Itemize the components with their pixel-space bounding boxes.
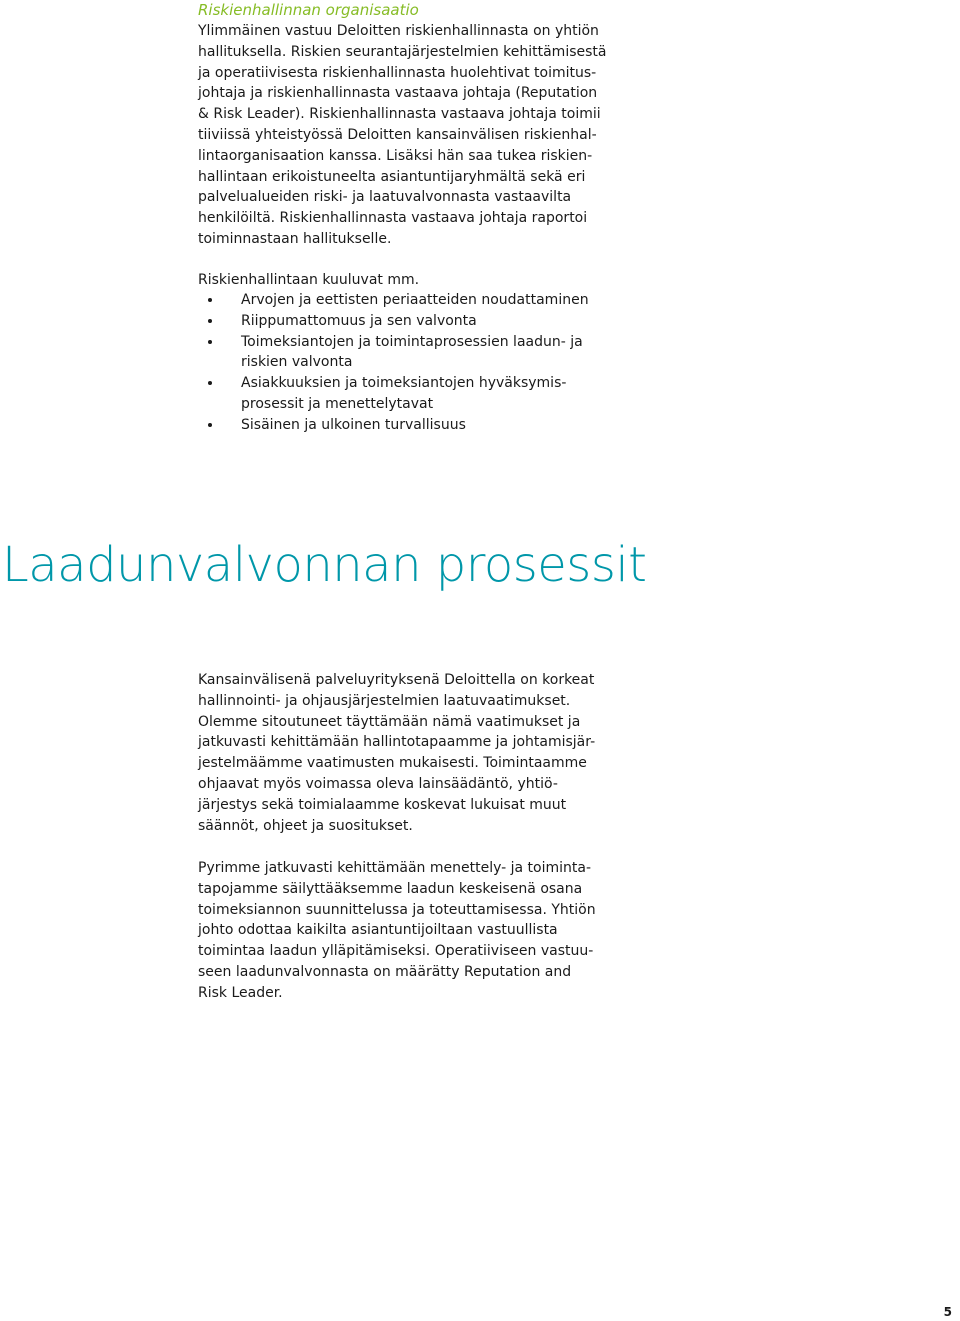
text-line: johto odottaa kaikilta asiantuntijoiltaan vastuullista	[198, 922, 558, 939]
list-item-text: prosessit ja menettelytavat	[241, 395, 434, 412]
text-line: Ylimmäinen vastuu Deloitten riskienhallinnasta on yhtiön	[198, 23, 599, 39]
page-number: 5	[943, 1305, 952, 1319]
bullet-icon	[208, 319, 212, 323]
list-item-text: Arvojen ja eettisten periaatteiden noudattaminen	[241, 292, 589, 308]
text-line: ja operatiivisesta riskienhallinnasta huolehtivat toimitus-	[198, 64, 597, 81]
text-line: seen laadunvalvonnasta on määrätty Reputation and	[198, 963, 572, 980]
text-line: johtaja ja riskienhallinnasta vastaava johtaja (Reputation	[198, 85, 598, 102]
text-line: tapojamme säilyttääksemme laadun keskeisenä osana	[198, 880, 583, 897]
section-heading: Riskienhallinnan organisaatio	[198, 1, 419, 19]
list-item	[198, 290, 589, 311]
bullet-icon	[208, 340, 212, 344]
list-item	[198, 311, 589, 332]
list-item	[198, 332, 589, 374]
text-line: hallinnointi- ja ohjausjärjestelmien laatuvaatimukset.	[198, 692, 571, 709]
text-line: jatkuvasti kehittämään hallintotapaamme ja johtamisjär-	[198, 734, 596, 751]
text-line: järjestys sekä toimialaamme koskevat lukuisat muut	[198, 796, 567, 813]
quality-paragraph-2	[198, 858, 596, 1004]
text-line: lintaorganisaation kanssa. Lisäksi hän saa tukea riskien-	[198, 147, 593, 164]
text-line: palvelualueiden riski- ja laatuvalvonnasta vastaavilta	[198, 189, 572, 206]
text-line: toimeksiannon suunnittelussa ja toteuttamisessa. Yhtiön	[198, 901, 596, 918]
list-item	[198, 373, 589, 415]
text-line: toimintaa laadun ylläpitämiseksi. Operatiiviseen vastuu-	[198, 943, 594, 960]
text-line: tiiviissä yhteistyössä Deloitten kansainvälisen riskienhal-	[198, 126, 597, 143]
bullet-list	[198, 290, 589, 436]
list-item	[198, 415, 589, 436]
list-intro: Riskienhallintaan kuuluvat mm.	[198, 272, 420, 288]
intro-paragraph	[198, 21, 606, 250]
list-item-text: Sisäinen ja ulkoinen turvallisuus	[241, 416, 466, 433]
text-line: Olemme sitoutuneet täyttämään nämä vaatimukset ja	[198, 713, 581, 730]
list-item-text: riskien valvonta	[241, 354, 353, 371]
list-item-text: Riippumattomuus ja sen valvonta	[241, 312, 477, 329]
text-line: säännöt, ohjeet ja suositukset.	[198, 817, 413, 834]
text-line: & Risk Leader). Riskienhallinnasta vastaava johtaja toimii	[198, 106, 601, 123]
page-title: Laadunvalvonnan prosessit	[2, 537, 647, 593]
text-line: Pyrimme jatkuvasti kehittämään menettely- ja toiminta-	[198, 860, 592, 876]
text-line: Kansainvälisenä palveluyrityksenä Deloittella on korkeat	[198, 672, 595, 688]
text-line: jestelmäämme vaatimusten mukaisesti. Toimintaamme	[198, 755, 587, 772]
list-item-text: Asiakkuuksien ja toimeksiantojen hyväksymis-	[241, 375, 567, 392]
text-line: ohjaavat myös voimassa oleva lainsäädäntö, yhtiö-	[198, 775, 558, 792]
text-line: hallintaan erikoistuneelta asiantuntijaryhmältä sekä eri	[198, 168, 586, 185]
text-line: toiminnastaan hallitukselle.	[198, 230, 392, 247]
list-item-text: Toimeksiantojen ja toimintaprosessien laadun- ja	[241, 333, 583, 350]
text-line: hallituksella. Riskien seurantajärjestelmien kehittämisestä	[198, 43, 607, 60]
bullet-icon	[208, 423, 212, 427]
bullet-icon	[208, 298, 212, 302]
quality-paragraph-1	[198, 670, 595, 836]
text-line: Risk Leader.	[198, 984, 283, 1001]
text-line: henkilöiltä. Riskienhallinnasta vastaava johtaja raportoi	[198, 210, 588, 227]
bullet-icon	[208, 381, 212, 385]
